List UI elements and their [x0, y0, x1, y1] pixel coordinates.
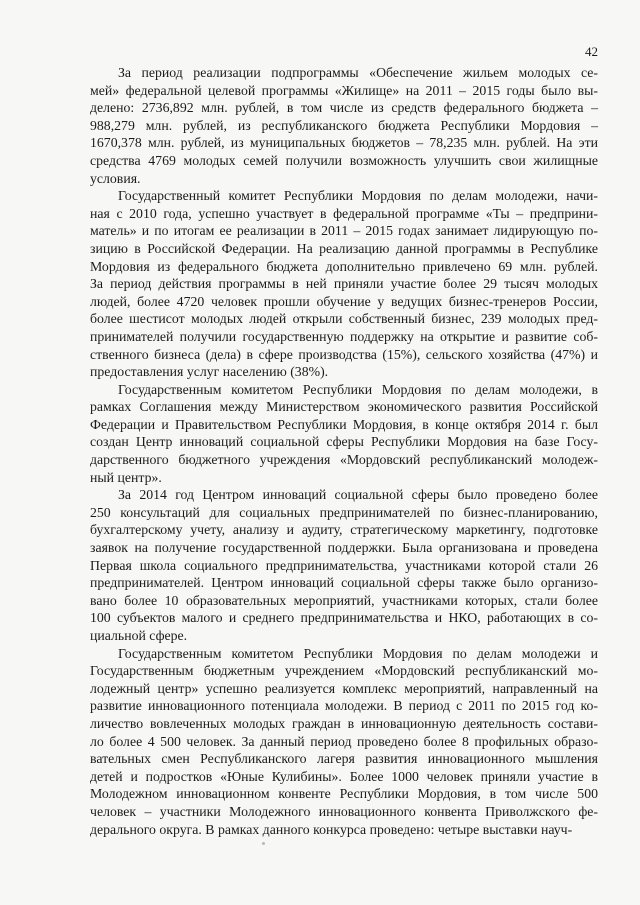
text-line: Мордовия из федерального бюджета дополнительно привлечено 69 млн. рублей.: [90, 258, 598, 274]
text-line: Государственным комитетом Республики Мордовия по делам молодежи и: [118, 645, 598, 661]
text-line: ный центр».: [90, 469, 162, 485]
body-text: [90, 64, 598, 838]
text-line: 250 консультаций для социальных предпринимателей по бизнес-планированию,: [90, 504, 598, 520]
text-line: 100 субъектов малого и среднего предпринимательства и НКО, работающих в со-: [90, 610, 598, 626]
text-line: средства 4769 молодых семей получили возможность улучшить свои жилищные: [90, 152, 598, 168]
text-line: вательных смен Республиканского лагеря развития инновационного мышления: [90, 751, 598, 767]
text-line: условия.: [90, 170, 141, 186]
text-line: Федерации и Правительством Республики Мордовия, в конце октября 2014 г. был: [90, 416, 598, 432]
text-line: дерального округа. В рамках данного конкурса проведено: четыре выставки науч-: [90, 821, 573, 837]
text-line: развитие инновационного потенциала молодежи. В период с 2011 по 2015 год ко-: [90, 698, 598, 714]
text-line: бухгалтерскому учету, анализу и аудиту, стратегическому маркетингу, подготовке: [90, 522, 598, 538]
text-line: лодежный центр» успешно реализуется комплекс мероприятий, направленный на: [90, 680, 598, 696]
text-line: принимателей получили государственную поддержку на открытие и развитие соб-: [90, 328, 598, 344]
text-line: рамках Соглашения между Министерством экономического развития Российской: [90, 399, 598, 415]
text-line: Государственным комитетом Республики Мордовия по делам молодежи, в: [118, 381, 598, 397]
text-line: 1670,378 млн. рублей, из муниципальных бюджетов – 78,235 млн. рублей. На эти: [90, 135, 598, 151]
text-line: вано более 10 образовательных мероприятий, участниками которых, стали более: [90, 592, 598, 608]
scan-artifact: [262, 842, 265, 845]
text-line: личество вовлеченных молодых граждан в инновационную деятельность состави-: [90, 715, 598, 731]
text-line: За период реализации подпрограммы «Обеспечение жильем молодых се-: [118, 65, 598, 80]
text-line: ственного бизнеса (дела) в сфере производства (15%), сельского хозяйства (47%) и: [90, 346, 598, 362]
text-line: матель» и по итогам ее реализации в 2011 – 2015 годах занимает лидирующую по-: [90, 223, 598, 239]
text-line: предпринимателей. Центром инноваций социальной сферы также было организо-: [90, 575, 598, 591]
text-line: Государственным бюджетным учреждением «Мордовский республиканский мо-: [90, 663, 598, 679]
text-line: заявок на получение государственной поддержки. Была организована и проведена: [90, 540, 598, 556]
text-line: Молодежном инновационном конвенте Республики Мордовия, в том числе 500: [90, 786, 598, 802]
text-line: дарственного бюджетного учреждения «Мордовский республиканский молодеж-: [90, 452, 598, 468]
text-line: Государственный комитет Республики Мордовия по делам молодежи, начи-: [118, 188, 598, 204]
text-line: предоставления услуг населению (38%).: [90, 364, 329, 380]
paragraph: [90, 645, 598, 839]
text-line: людей, более 4720 человек прошли обучение у ведущих бизнес-тренеров России,: [90, 293, 598, 309]
text-line: 988,279 млн. рублей, из республиканского бюджета Республики Мордовия –: [90, 117, 598, 133]
text-line: ло более 4 500 человек. За данный период проведено более 8 профильных образо-: [90, 733, 598, 749]
text-line: человек – участники Молодежного инновационного конвента Приволжского фе-: [90, 803, 598, 819]
text-line: мей» федеральной целевой программы «Жилище» на 2011 – 2015 годы было вы-: [90, 82, 598, 98]
text-line: создан Центр инноваций социальной сферы Республики Мордовия на базе Госу-: [90, 434, 598, 450]
text-line: За период действия программы в ней приняли участие более 29 тысяч молодых: [90, 276, 598, 292]
paragraph: [90, 64, 598, 187]
text-line: делено: 2736,892 млн. рублей, в том числе из средств федерального бюджета –: [90, 100, 598, 116]
text-line: более шестисот молодых людей открыли собственный бизнес, 239 молодых пред-: [90, 311, 598, 327]
paragraph: [90, 381, 598, 487]
paragraph: [90, 187, 598, 381]
text-line: За 2014 год Центром инноваций социальной сферы было проведено более: [118, 487, 598, 503]
paragraph: [90, 486, 598, 644]
text-line: ная с 2010 года, успешно участвует в федеральной программе «Ты – предприни-: [90, 205, 598, 221]
page-number: 42: [585, 44, 598, 59]
text-line: Первая школа социального предпринимательства, участниками которой стали 26: [90, 557, 598, 573]
text-line: зицию в Российской Федерации. На реализацию данной программы в Республике: [90, 240, 598, 256]
text-line: циальной сфере.: [90, 628, 188, 643]
text-line: детей и подростков «Юные Кулибины». Более 1000 человек приняли участие в: [90, 768, 598, 784]
